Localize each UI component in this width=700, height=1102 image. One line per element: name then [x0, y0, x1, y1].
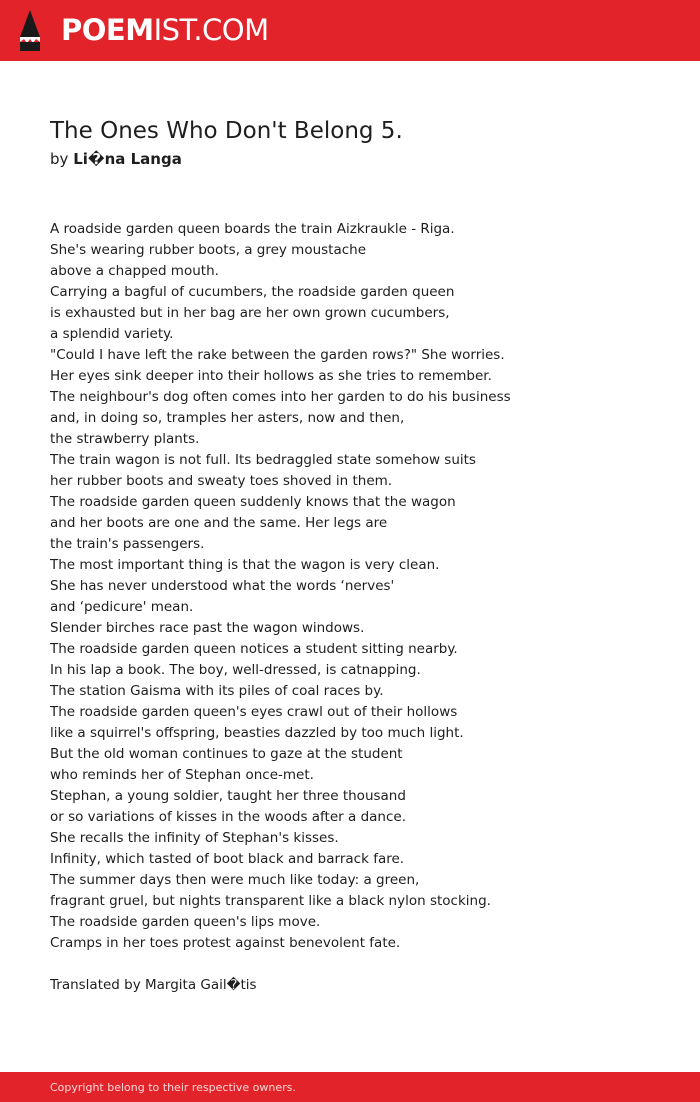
poem-line: But the old woman continues to gaze at the student [50, 746, 403, 762]
site-logo[interactable] [61, 11, 269, 49]
poem-line: above a chapped mouth. [50, 263, 219, 279]
poem-line: like a squirrel's offspring, beasties dazzled by too much light. [50, 725, 464, 741]
poem-line: and her boots are one and the same. Her legs are [50, 515, 388, 531]
poem-line: is exhausted but in her bag are her own grown cucumbers, [50, 305, 450, 321]
logo-light-text: IST.COM [153, 13, 269, 47]
poem-line: who reminds her of Stephan once-met. [50, 767, 314, 783]
poem-line: The roadside garden queen's eyes crawl out of their hollows [50, 704, 458, 720]
poem-line: Infinity, which tasted of boot black and barrack fare. [50, 851, 405, 867]
pen-nib-icon[interactable] [18, 9, 42, 51]
author-name[interactable]: Li�na Langa [73, 150, 182, 168]
logo-bold-text: POEM [61, 13, 154, 47]
poem-line: and ‘pedicure' mean. [50, 599, 194, 615]
translator-credit: Translated by Margita Gail�tis [50, 977, 257, 993]
poem-line: She has never understood what the words ‘nerves' [50, 578, 395, 594]
poem-line: The roadside garden queen suddenly knows that the wagon [50, 494, 456, 510]
poem-line: The roadside garden queen's lips move. [50, 914, 321, 930]
poem-line: She recalls the infinity of Stephan's kisses. [50, 830, 339, 846]
poem-line: The train wagon is not full. Its bedraggled state somehow suits [50, 452, 476, 468]
poem-line: Cramps in her toes protest against benevolent fate. [50, 935, 401, 951]
poem-line: The roadside garden queen notices a student sitting nearby. [50, 641, 458, 657]
poem-body [50, 219, 650, 954]
poem-line: a splendid variety. [50, 326, 174, 342]
poem-line: The station Gaisma with its piles of coal races by. [50, 683, 384, 699]
site-footer [0, 1072, 700, 1102]
poem-line: the strawberry plants. [50, 431, 200, 447]
poem-line: fragrant gruel, but nights transparent like a black nylon stocking. [50, 893, 491, 909]
poem-line: or so variations of kisses in the woods after a dance. [50, 809, 406, 825]
poem-title: The Ones Who Don't Belong 5. [50, 118, 403, 144]
poem-line: Carrying a bagful of cucumbers, the roadside garden queen [50, 284, 455, 300]
poem-line: In his lap a book. The boy, well-dressed, is catnapping. [50, 662, 421, 678]
byline-prefix: by [50, 150, 69, 168]
copyright-notice: Copyright belong to their respective owners. [50, 1081, 296, 1094]
site-header [0, 0, 700, 61]
poem-line: A roadside garden queen boards the train Aizkraukle - Riga. [50, 221, 455, 237]
poem-line: "Could I have left the rake between the garden rows?" She worries. [50, 347, 505, 363]
byline [50, 148, 182, 170]
poem-line: The summer days then were much like today: a green, [50, 872, 420, 888]
poem-line: Slender birches race past the wagon windows. [50, 620, 365, 636]
poem-line: and, in doing so, tramples her asters, now and then, [50, 410, 405, 426]
poem-line: She's wearing rubber boots, a grey moustache [50, 242, 367, 258]
poem-line: Her eyes sink deeper into their hollows as she tries to remember. [50, 368, 492, 384]
poem-line: Stephan, a young soldier, taught her three thousand [50, 788, 406, 804]
poem-line: The neighbour's dog often comes into her garden to do his business [50, 389, 511, 405]
poem-line: her rubber boots and sweaty toes shoved in them. [50, 473, 393, 489]
poem-line: The most important thing is that the wagon is very clean. [50, 557, 440, 573]
poem-line: the train's passengers. [50, 536, 205, 552]
